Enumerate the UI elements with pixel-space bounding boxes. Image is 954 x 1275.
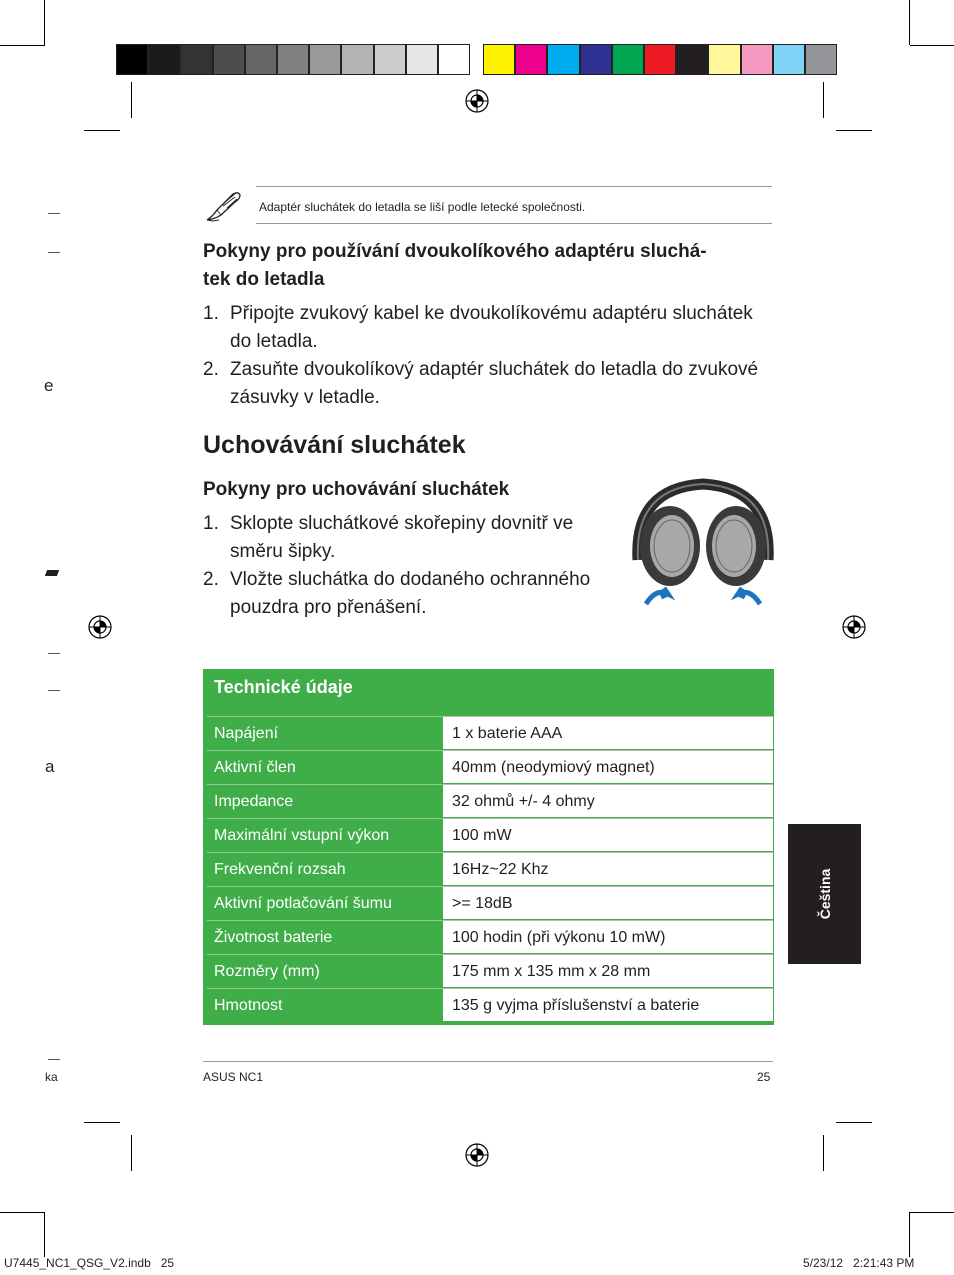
color-swatch: [773, 44, 805, 75]
list-item-number: 2.: [203, 569, 219, 590]
table-row: [207, 852, 773, 885]
footer-left-fragment: ka: [45, 1070, 58, 1084]
spec-label: Hmotnost: [207, 988, 443, 1021]
list-item-number: 2.: [203, 359, 219, 380]
section1-list: [203, 300, 778, 412]
spec-label: Životnost baterie: [207, 920, 443, 953]
color-swatch: [277, 44, 309, 75]
table-row: [207, 954, 773, 987]
margin-fragment: a: [45, 757, 55, 776]
list-item-number: 1.: [203, 513, 219, 534]
registration-mark-icon: [463, 1141, 491, 1169]
crop-mark: [909, 1212, 910, 1257]
color-swatch: [213, 44, 245, 75]
crop-mark: [823, 1135, 824, 1171]
color-swatch: [245, 44, 277, 75]
specs-table: [203, 669, 774, 1025]
spec-value: 100 hodin (při výkonu 10 mW): [443, 920, 773, 953]
crop-mark: [84, 1122, 120, 1123]
section2-subheading: Pokyny pro uchovávání sluchátek: [203, 479, 510, 500]
spec-label: Aktivní člen: [207, 750, 443, 783]
spec-label: Impedance: [207, 784, 443, 817]
color-swatch: [180, 44, 212, 75]
spec-label: Maximální vstupní výkon: [207, 818, 443, 851]
table-row: [207, 886, 773, 919]
spec-value: 16Hz~22 Khz: [443, 852, 773, 885]
list-item: [203, 300, 778, 356]
section2-title: Uchovávání sluchátek: [203, 431, 466, 459]
note-text: Adaptér sluchátek do letadla se liší podle letecké společnosti.: [259, 200, 586, 214]
section1-heading-line1: Pokyny pro používání dvoukolíkového adaptéru sluchá-: [203, 241, 707, 262]
registration-mark-icon: [840, 613, 868, 641]
spec-value: 32 ohmů +/- 4 ohmy: [443, 784, 773, 817]
crop-mark: [131, 82, 132, 118]
crop-mark: [0, 1212, 45, 1213]
footer-page-number: 25: [757, 1070, 771, 1084]
list-item-text: Připojte zvukový kabel ke dvoukolíkovému adaptéru sluchátek do letadla.: [230, 303, 753, 352]
margin-fragment: e: [44, 376, 54, 395]
margin-rule: [48, 690, 60, 691]
table-row: [207, 750, 773, 783]
list-item-text: Zasuňte dvoukolíkový adaptér sluchátek do letadla do zvukové zásuvky v letadle.: [230, 359, 759, 408]
spec-label: Napájení: [207, 716, 443, 749]
section1-heading: [203, 238, 778, 294]
spec-value: 135 g vyjma příslušenství a baterie: [443, 988, 773, 1021]
pen-icon: [203, 190, 243, 224]
crop-mark: [823, 82, 824, 118]
spec-value: >= 18dB: [443, 886, 773, 919]
crop-mark: [910, 1212, 954, 1213]
crop-mark: [836, 1122, 872, 1123]
crop-mark: [44, 0, 45, 45]
color-swatch: [676, 44, 708, 75]
list-item: [203, 510, 608, 566]
color-swatch: [580, 44, 612, 75]
color-swatch: [341, 44, 373, 75]
crop-mark: [836, 130, 872, 131]
slug-timestamp: 5/23/12 2:21:43 PM: [803, 1256, 915, 1270]
color-swatch: [708, 44, 740, 75]
crop-mark: [910, 45, 954, 46]
language-side-tab: [788, 824, 861, 964]
color-swatch: [116, 44, 148, 75]
crop-mark: [909, 0, 910, 45]
color-swatch: [612, 44, 644, 75]
table-row: [207, 716, 773, 749]
list-item-text: Vložte sluchátka do dodaného ochranného pouzdra pro přenášení.: [230, 569, 591, 618]
list-item-number: 1.: [203, 303, 219, 324]
footer-product-name: ASUS NC1: [203, 1070, 264, 1084]
margin-rule: [48, 653, 60, 654]
spec-label: Frekvenční rozsah: [207, 852, 443, 885]
list-item: [203, 356, 778, 412]
color-swatch: [406, 44, 438, 75]
margin-rule: [48, 252, 60, 253]
color-swatch: [309, 44, 341, 75]
footer-rule: [203, 1061, 773, 1062]
color-swatch: [515, 44, 547, 75]
spec-value: 1 x baterie AAA: [443, 716, 773, 749]
color-swatch: [438, 44, 470, 75]
registration-mark-icon: [463, 87, 491, 115]
crop-mark: [84, 130, 120, 131]
crop-mark: [0, 45, 45, 46]
specs-table-header: Technické údaje: [214, 677, 353, 697]
margin-mark: [45, 570, 59, 576]
registration-mark-icon: [86, 613, 114, 641]
table-row: [207, 920, 773, 953]
color-swatch: [374, 44, 406, 75]
section2-list: [203, 510, 608, 622]
spec-label: Aktivní potlačování šumu: [207, 886, 443, 919]
spec-value: 100 mW: [443, 818, 773, 851]
spec-label: Rozměry (mm): [207, 954, 443, 987]
spec-value: 40mm (neodymiový magnet): [443, 750, 773, 783]
color-swatch: [148, 44, 180, 75]
note-rule-top: [256, 186, 772, 187]
section1-heading-line2: tek do letadla: [203, 269, 325, 290]
table-row: [207, 988, 773, 1021]
language-side-tab-label: Čeština: [816, 868, 833, 920]
table-row: [207, 818, 773, 851]
margin-rule: [48, 213, 60, 214]
crop-mark: [44, 1212, 45, 1257]
spec-value: 175 mm x 135 mm x 28 mm: [443, 954, 773, 987]
note-rule-bottom: [256, 223, 772, 224]
color-swatch: [644, 44, 676, 75]
table-row: [207, 784, 773, 817]
slug-filename: U7445_NC1_QSG_V2.indb 25: [4, 1256, 175, 1270]
margin-rule: [48, 1059, 60, 1060]
color-swatch: [547, 44, 579, 75]
color-swatch: [805, 44, 837, 75]
list-item: [203, 566, 608, 622]
crop-mark: [131, 1135, 132, 1171]
color-swatch: [741, 44, 773, 75]
folded-headphones-illustration: [630, 476, 776, 616]
list-item-text: Sklopte sluchátkové skořepiny dovnitř ve směru šipky.: [230, 513, 574, 562]
color-swatch: [483, 44, 515, 75]
